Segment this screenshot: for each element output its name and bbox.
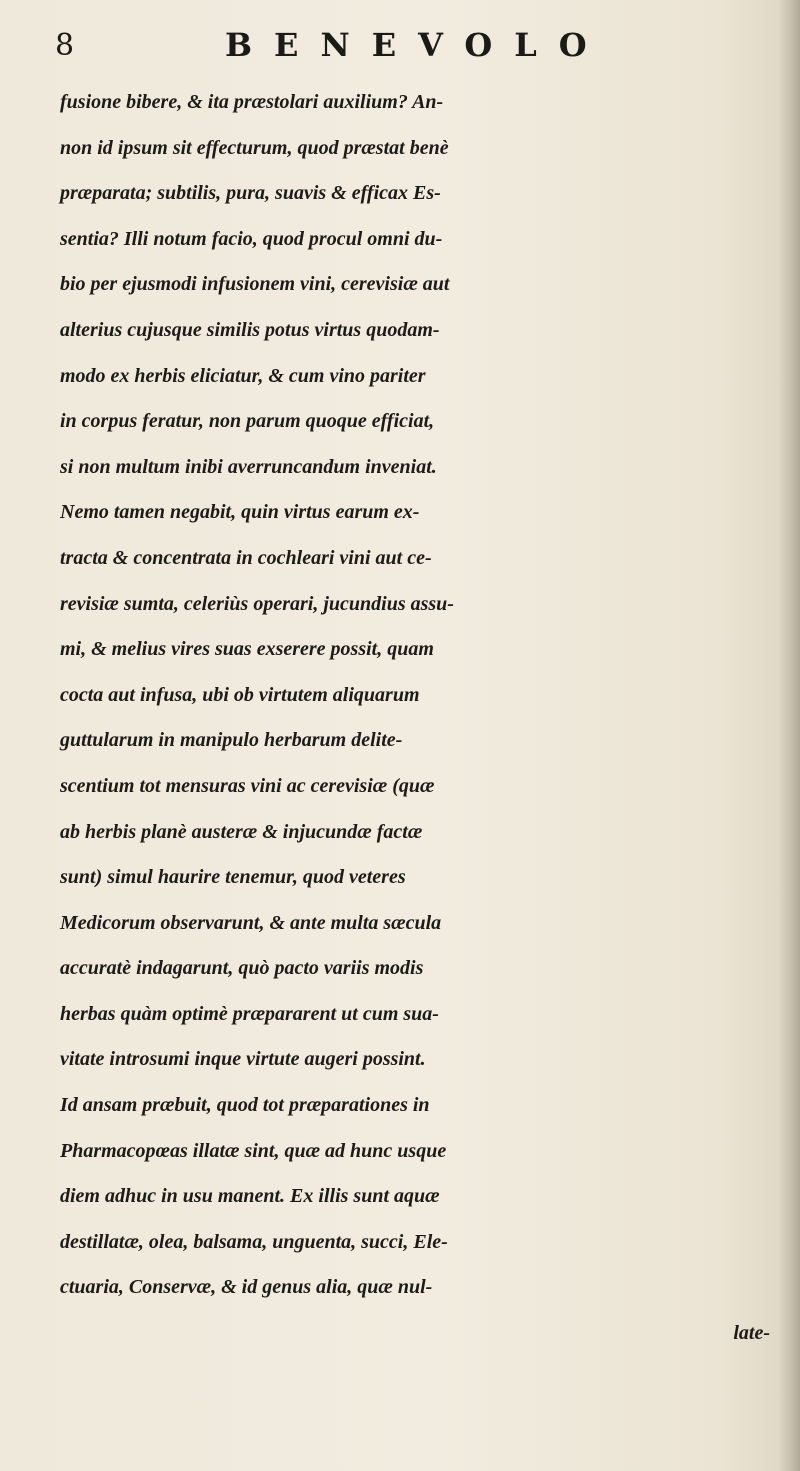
text-line: ctuaria, Conservæ, & id genus alia, quæ nul- [60,1276,433,1299]
text-line: præparata; subtilis, pura, suavis & efficax Es- [60,182,441,205]
text-line: Nemo tamen negabit, quin virtus earum ex- [60,501,420,524]
text-line: sunt) simul haurire tenemur, quod veteres [60,866,406,889]
catchword: late- [733,1322,770,1345]
text-line: guttularum in manipulo herbarum delite- [60,729,403,752]
text-line: alterius cujusque similis potus virtus quodam- [60,318,440,341]
text-line: Medicorum observarunt, & ante multa sæcula [60,911,442,934]
running-title: BENEVOLO [225,26,609,64]
text-line: accuratè indagarunt, quò pacto variis modis [60,957,424,980]
text-line: Pharmacopœas illatæ sint, quæ ad hunc usque [60,1139,447,1162]
page-gutter-shadow [778,0,800,1471]
text-line: mi, & melius vires suas exserere possit, quam [60,638,434,661]
text-line: sentia? Illi notum facio, quod procul omni du- [60,227,443,250]
text-line: vitate introsumi inque virtute augeri possint. [60,1048,426,1071]
text-line: si non multum inibi averruncandum inveniat. [60,455,437,478]
body-text [60,80,780,1357]
text-line: Id ansam præbuit, quod tot præparationes in [60,1094,430,1117]
text-line: destillatæ, olea, balsama, unguenta, succi, Ele- [60,1230,448,1253]
text-line: bio per ejusmodi infusionem vini, cerevisiæ aut [60,273,450,296]
text-line: modo ex herbis eliciatur, & cum vino pariter [60,364,426,387]
page-number: 8 [55,27,75,63]
text-line: in corpus feratur, non parum quoque efficiat, [60,410,435,433]
text-line: fusione bibere, & ita præstolari auxilium? An- [60,91,444,113]
text-line: herbas quàm optimè præpararent ut cum sua- [60,1002,439,1025]
text-line: diem adhuc in usu manent. Ex illis sunt aquæ [60,1185,440,1208]
text-line: ab herbis planè austeræ & injucundæ factæ [60,820,423,843]
page-header [55,20,755,70]
text-line: cocta aut infusa, ubi ob virtutem aliquarum [60,683,420,706]
text-line: revisiæ sumta, celeriùs operari, jucundius assu- [60,592,454,615]
text-line: tracta & concentrata in cochleari vini aut ce- [60,546,432,569]
text-line: non id ipsum sit effecturum, quod præstat benè [60,136,449,159]
text-line: scentium tot mensuras vini ac cerevisiæ (quæ [60,774,435,797]
